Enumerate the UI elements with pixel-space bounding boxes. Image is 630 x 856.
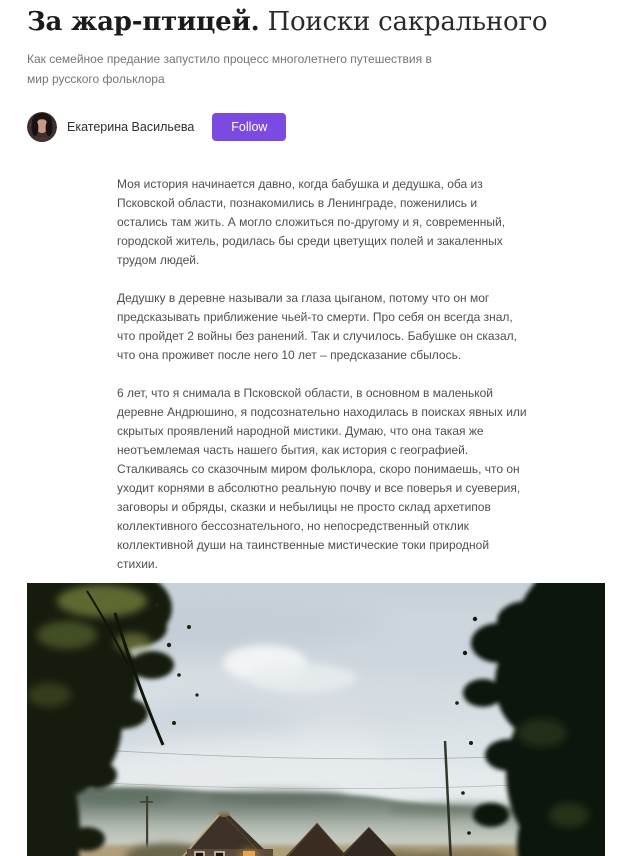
article-photo[interactable]: [27, 583, 605, 856]
article-subtitle: Как семейное предание запустило процесс многолетнего путешествия в мир русского фольклора: [27, 51, 432, 86]
title-bold: За жар-птицей.: [27, 7, 260, 37]
title-regular: Поиски сакрального: [259, 7, 548, 37]
follow-button[interactable]: Follow: [212, 113, 286, 141]
paragraph-2: Дедушку в деревне называли за глаза цыганом, потому что он мог предсказывать приближение чьей-то смерти. Про себя он всегда знал, что пройдет 2 войны без ранений. Так и случилось. Бабушке он сказал, что она проживет после него 10 лет – предсказание сбылось.: [117, 290, 517, 362]
article-main: [0, 175, 630, 856]
page-title: [27, 6, 630, 39]
article-body: [117, 175, 531, 574]
author-row: [27, 112, 630, 142]
avatar-image: [27, 112, 57, 142]
paragraph-1: Моя история начинается давно, когда бабушка и дедушка, оба из Псковской области, познакомились в Ленинграде, поженились и остались там жить. А могло сложиться по-другому и я, современный, городской житель, родилась бы среди цветущих полей и закаленных трудом людей.: [117, 176, 506, 267]
paragraph-3: 6 лет, что я снимала в Псковской области, в основном в маленькой деревне Андрюшино, я подсознательно находилась в поисках явных или скрытых проявлений народной мистики. Думаю, что она такая же неотъемлемая часть нашего бытия, как история с географией. Сталкиваясь со сказочным миром фольклора, скоро понимаешь, что он уходит корнями в абсолютно реальную почву и все поверья и суеверия, заговоры и обряды, сказки и небылицы не просто склад архетипов коллективного бессознательного, но непосредственный отклик коллективной души на таинственные мистические токи природной стихии.: [117, 385, 527, 571]
avatar[interactable]: [27, 112, 57, 142]
article-header: [0, 0, 630, 142]
author-name[interactable]: Екатерина Васильева: [67, 119, 195, 134]
landscape-scene: [27, 583, 605, 856]
